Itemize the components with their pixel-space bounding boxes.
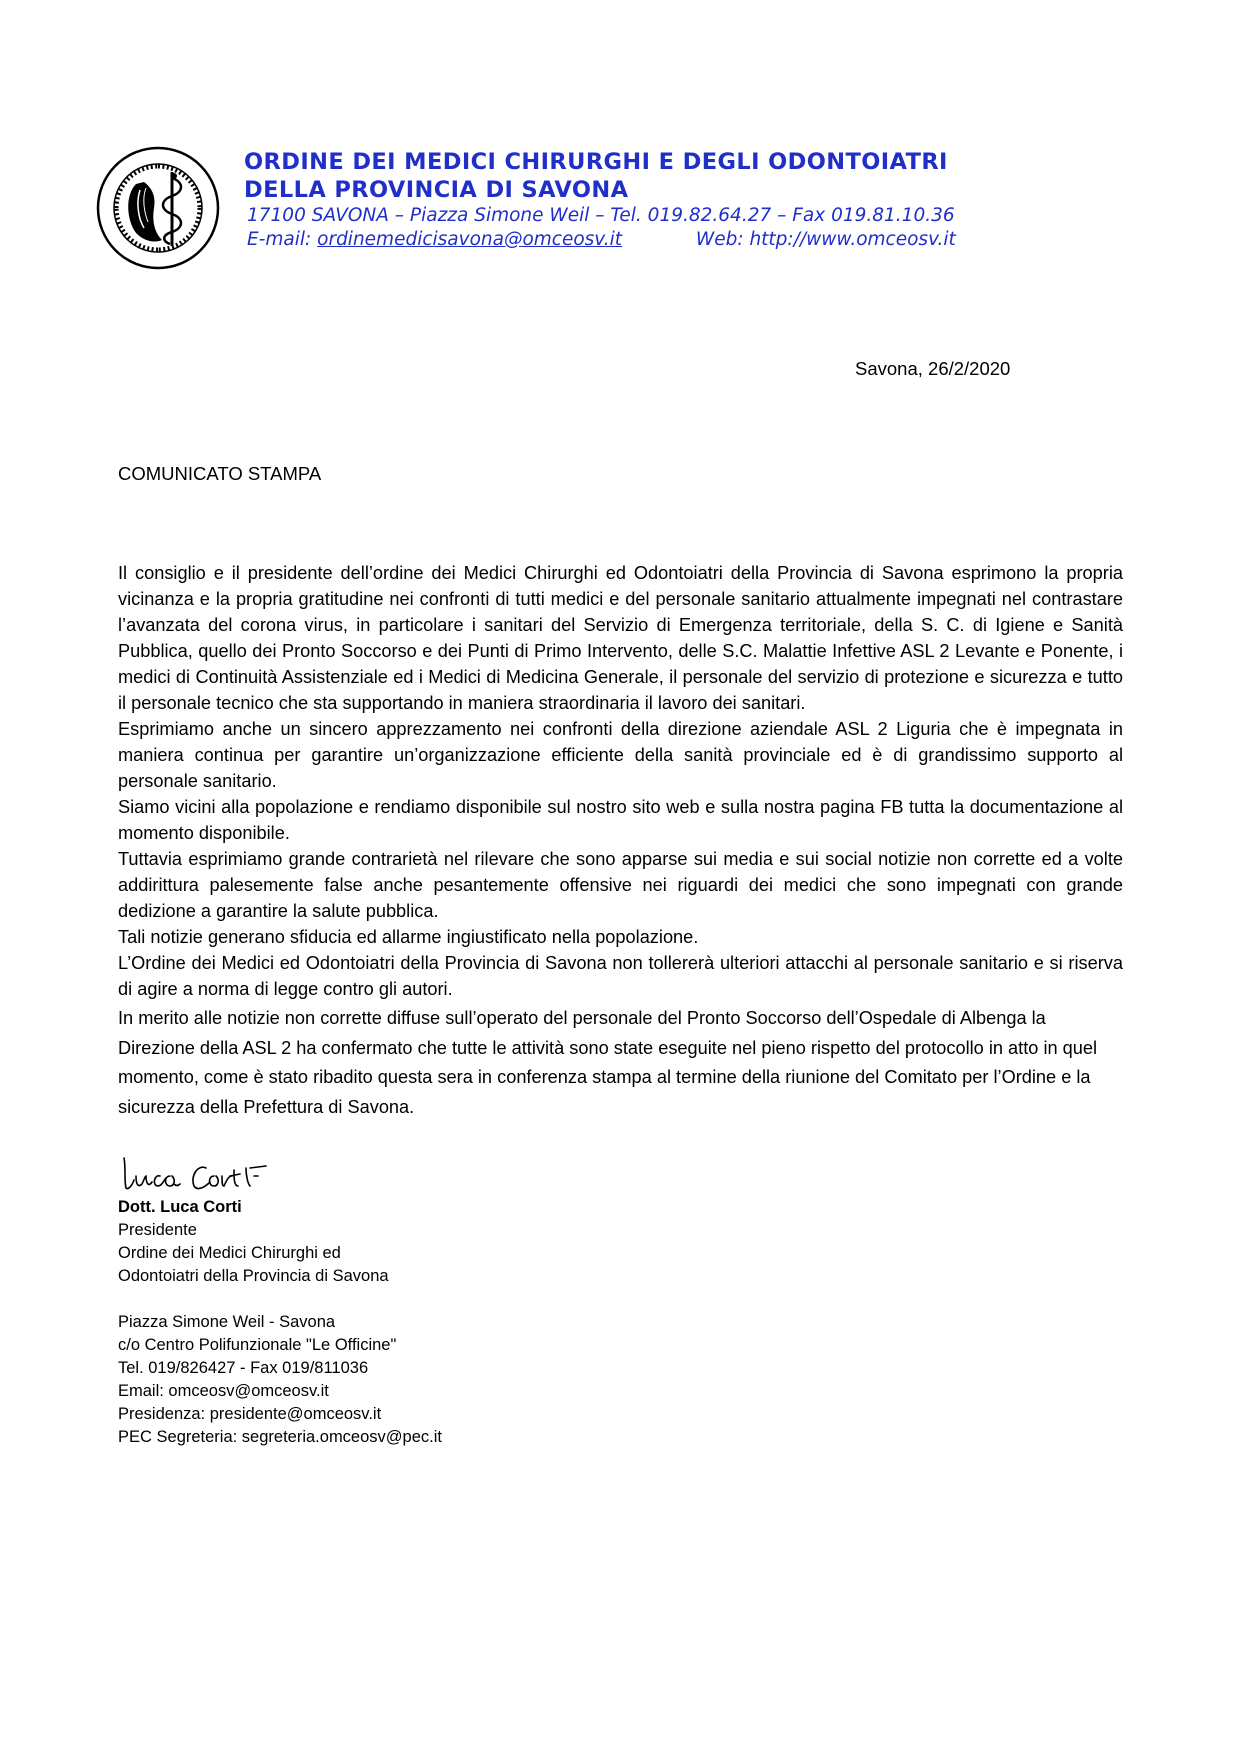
- contact-pec[interactable]: PEC Segreteria: segreteria.omceosv@pec.it: [118, 1428, 442, 1446]
- signature-block: [118, 1196, 442, 1449]
- signatory-role: Presidente: [118, 1221, 197, 1239]
- paragraph: Siamo vicini alla popolazione e rendiamo disponibile sul nostro sito web e sulla nostra pagina FB tutta la documentazione al momento disponibile.: [118, 797, 1123, 843]
- email-link[interactable]: ordinemedicisavona@omceosv.it: [317, 229, 623, 250]
- contact-address-line1: Piazza Simone Weil - Savona: [118, 1313, 336, 1331]
- org-name-line1: ORDINE DEI MEDICI CHIRURGHI E DEGLI ODONTOIATRI: [244, 149, 948, 175]
- letterhead-text: [244, 148, 956, 252]
- contact-phone: Tel. 019/826427 - Fax 019/811036: [118, 1359, 369, 1377]
- paragraph: Il consiglio e il presidente dell’ordine dei Medici Chirurghi ed Odontoiatri della Provincia di Savona esprimono la propria vicinanza e la propria gratitudine nei confronti di tutti medici e del personale sanitario attualmente impegnati nel contrastare l’avanzata del corona virus, in particolare i sanitari del Servizio di Emergenza territoriale, della S. C. di Igiene e Sanità Pubblica, quello dei Pronto Soccorso e dei Punti di Primo Intervento, delle S.C. Malattie Infettive ASL 2 Levante e Ponente, i medici di Continuità Assistenziale ed i Medici di Medicina Generale, il personale del servizio di protezione e sicurezza e tutto il personale tecnico che sta supportando in maniera straordinaria il lavoro dei sanitari.: [118, 563, 1123, 713]
- order-seal-logo: [96, 146, 220, 270]
- letterhead: [96, 146, 1156, 276]
- paragraph: In merito alle notizie non corrette diffuse sull’operato del personale del Pronto Soccorso dell’Ospedale di Albenga la Direzione della ASL 2 ha confermato che tutte le attività sono state eseguite nel pieno rispetto del protocollo in atto in quel momento, come è stato ribadito questa sera in conferenza stampa al termine della riunione del Comitato per l’Ordine e la sicurezza della Prefettura di Savona.: [118, 1008, 1098, 1117]
- letter-body: [118, 560, 1123, 1122]
- letter-date: Savona, 26/2/2020: [855, 358, 1011, 379]
- contact-email[interactable]: Email: omceosv@omceosv.it: [118, 1382, 329, 1400]
- spacer: [118, 1288, 442, 1311]
- paragraph: Esprimiamo anche un sincero apprezzamento nei confronti della direzione aziendale ASL 2 Liguria che è impegnata in maniera continua per garantire un’organizzazione efficiente della sanità provinciale ed è di grandissimo supporto al personale sanitario.: [118, 719, 1123, 791]
- contact-presidenza[interactable]: Presidenza: presidente@omceosv.it: [118, 1405, 382, 1423]
- signatory-org-line2: Odontoiatri della Provincia di Savona: [118, 1267, 389, 1285]
- org-name-line2: DELLA PROVINCIA DI SAVONA: [244, 177, 629, 203]
- email-label: E-mail:: [247, 229, 312, 250]
- handwritten-signature: [118, 1146, 318, 1196]
- paragraph: Tali notizie generano sfiducia ed allarme ingiustificato nella popolazione.: [118, 927, 699, 947]
- paragraph: L’Ordine dei Medici ed Odontoiatri della Provincia di Savona non tollererà ulteriori attacchi al personale sanitario e si riserva di agire a norma di legge contro gli autori.: [118, 953, 1123, 999]
- org-contacts: [244, 228, 956, 252]
- signatory-org-line1: Ordine dei Medici Chirurghi ed: [118, 1244, 341, 1262]
- contact-address-line2: c/o Centro Polifunzionale "Le Officine": [118, 1336, 397, 1354]
- document-type: COMUNICATO STAMPA: [118, 463, 322, 484]
- signatory-name: Dott. Luca Corti: [118, 1198, 242, 1216]
- org-address: 17100 SAVONA – Piazza Simone Weil – Tel. 019.82.64.27 – Fax 019.81.10.36: [247, 205, 955, 226]
- paragraph: Tuttavia esprimiamo grande contrarietà nel rilevare che sono apparse sui media e sui social notizie non corrette ed a volte addirittura palesemente false anche pesantemente offensive nei riguardi dei medici che sono impegnati con grande dedizione a garantire la salute pubblica.: [118, 849, 1123, 921]
- web-link[interactable]: Web: http://www.omceosv.it: [695, 229, 956, 250]
